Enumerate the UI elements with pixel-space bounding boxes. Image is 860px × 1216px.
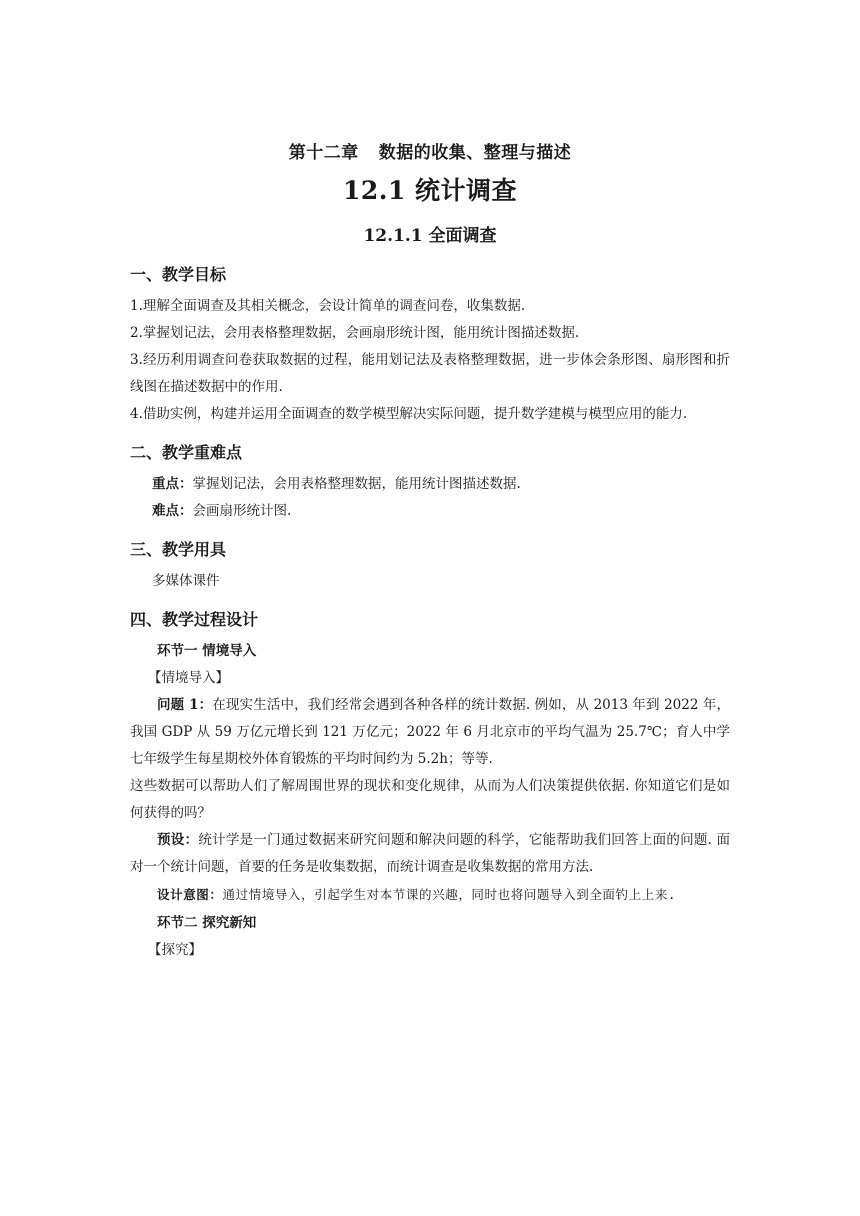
lesson-subtitle: 12.1.1 全面调查 (363, 226, 497, 246)
design-intent (130, 881, 730, 908)
design-intent-label: 设计意图： (157, 887, 223, 902)
question-1 (130, 692, 730, 773)
section-heading-key-points: 二、教学重难点 (130, 443, 243, 462)
lesson-title: 12.1 统计调查 (342, 176, 518, 205)
chapter-heading (130, 138, 730, 163)
question-1-follow: 这些数据可以帮助人们了解周围世界的现状和变化规律，从而为人们决策提供依据. 你知道它们是如何获得的吗？ (130, 778, 730, 821)
section-heading-process: 四、教学过程设计 (130, 610, 259, 629)
hard-point-text: 会画扇形统计图. (192, 503, 292, 519)
chapter-name: 数据的收集、整理与描述 (378, 143, 572, 163)
design-intent-text: 通过情境导入，引起学生对本节课的兴趣，同时也将问题导入到全面钓上上来. (222, 887, 677, 902)
document-page (130, 138, 730, 964)
question-1-text: 在现实生活中，我们经常会遇到各种各样的统计数据. 例如，从 2013 年到 2022 年，我国 GDP 从 59 万亿元增长到 121 万亿元；2022 年 6 月北京市的平均气温为 25.7℃；育人中学七年级学生每星期校外体育锻炼的平均时间约为 5.2h；等等. (130, 697, 730, 767)
step2-title: 环节二 探究新知 (157, 915, 257, 931)
hard-point (130, 498, 730, 525)
step2-bracket: 【探究】 (148, 942, 202, 958)
preset (130, 827, 730, 881)
goal-item-2: 2.掌握划记法，会用表格整理数据，会画扇形统计图，能用统计图描述数据. (130, 325, 580, 341)
goal-item-4: 4.借助实例，构建并运用全面调查的数学模型解决实际问题，提升数学建模与模型应用的能力. (130, 406, 688, 422)
section-heading-tools: 三、教学用具 (130, 540, 227, 559)
question-1-label: 问题 1： (157, 697, 213, 713)
step1-bracket: 【情境导入】 (148, 670, 229, 686)
preset-text: 统计学是一门通过数据来研究问题和解决问题的科学，它能帮助我们回答上面的问题. 面对一个统计问题，首要的任务是收集数据，而统计调查是收集数据的常用方法. (130, 832, 731, 875)
key-point-text: 掌握划记法，会用表格整理数据，能用统计图描述数据. (192, 476, 521, 492)
section-heading-goals: 一、教学目标 (130, 265, 227, 284)
goal-item-1: 1.理解全面调查及其相关概念，会设计简单的调查问卷，收集数据. (130, 298, 526, 314)
tools-text: 多媒体课件 (152, 573, 220, 589)
chapter-number: 第十二章 (288, 143, 359, 163)
key-point-label: 重点： (152, 476, 193, 492)
hard-point-label: 难点： (152, 503, 193, 519)
key-point (130, 471, 730, 498)
step1-title: 环节一 情境导入 (157, 643, 257, 659)
goal-item-3: 3.经历利用调查问卷获取数据的过程，能用划记法及表格整理数据，进一步体会条形图、扇形图和折线图在描述数据中的作用. (130, 352, 730, 395)
preset-label: 预设： (157, 832, 199, 848)
